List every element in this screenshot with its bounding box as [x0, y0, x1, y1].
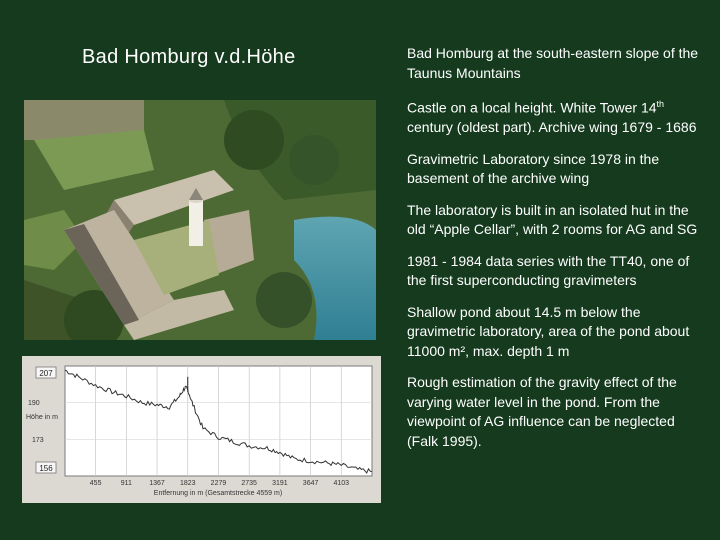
bullet-laboratory: Gravimetric Laboratory since 1978 in the basement of the archive wing [407, 150, 660, 187]
bullet-data-series: 1981 - 1984 data series with the TT40, one of the first superconducting gravimeters [407, 252, 690, 289]
bullet-list [407, 44, 707, 463]
x-tick-label: 3647 [302, 480, 319, 487]
y-axis-title: Höhe in m [26, 414, 58, 421]
bullet-hut: The laboratory is built in an isolated hut in the old “Apple Cellar”, with 2 rooms for AG and SG [407, 201, 698, 238]
x-tick-label: 1823 [179, 480, 196, 487]
y-tick-label: 190 [28, 400, 40, 407]
x-tick-labels [90, 480, 349, 487]
x-tick-label: 911 [120, 480, 132, 487]
x-tick-label: 3191 [272, 480, 288, 487]
x-tick-label: 455 [89, 480, 102, 487]
y-bottom-label: 156 [39, 464, 53, 473]
castle-aerial-illustration [24, 100, 376, 340]
bullet-pond: Shallow pond about 14.5 m below the gravimetric laboratory, area of the pond about 11000 m², max. depth 1 m [407, 303, 690, 359]
y-top-label: 207 [39, 369, 53, 378]
x-tick-label: 2735 [241, 480, 257, 487]
x-axis-title: Entfernung in m (Gesamtstrecke 4559 m) [153, 490, 283, 497]
castle-aerial-photo [24, 100, 376, 340]
bullet-castle [407, 95, 707, 138]
x-tick-label: 4103 [333, 480, 350, 487]
slide-title: Bad Homburg v.d.Höhe [82, 46, 296, 68]
x-tick-label: 1367 [149, 480, 165, 487]
x-tick-label: 2279 [210, 480, 227, 487]
superscript: th [656, 99, 665, 109]
profile-chart-svg [22, 356, 381, 503]
elevation-profile-chart [22, 356, 381, 503]
bullet-castle-text-2: century (oldest part). Archive wing 1679 - 1686 [407, 119, 697, 136]
y-tick-label: 173 [32, 437, 44, 444]
bullet-castle-text: Castle on a local height. White Tower 14 [407, 99, 657, 116]
bullet-estimation: Rough estimation of the gravity effect of the varying water level in the pond. From the viewpoint of AG influence can be neglected (Falk 1995). [407, 374, 677, 449]
bullet-location: Bad Homburg at the south-eastern slope of the Taunus Mountains [407, 45, 699, 81]
